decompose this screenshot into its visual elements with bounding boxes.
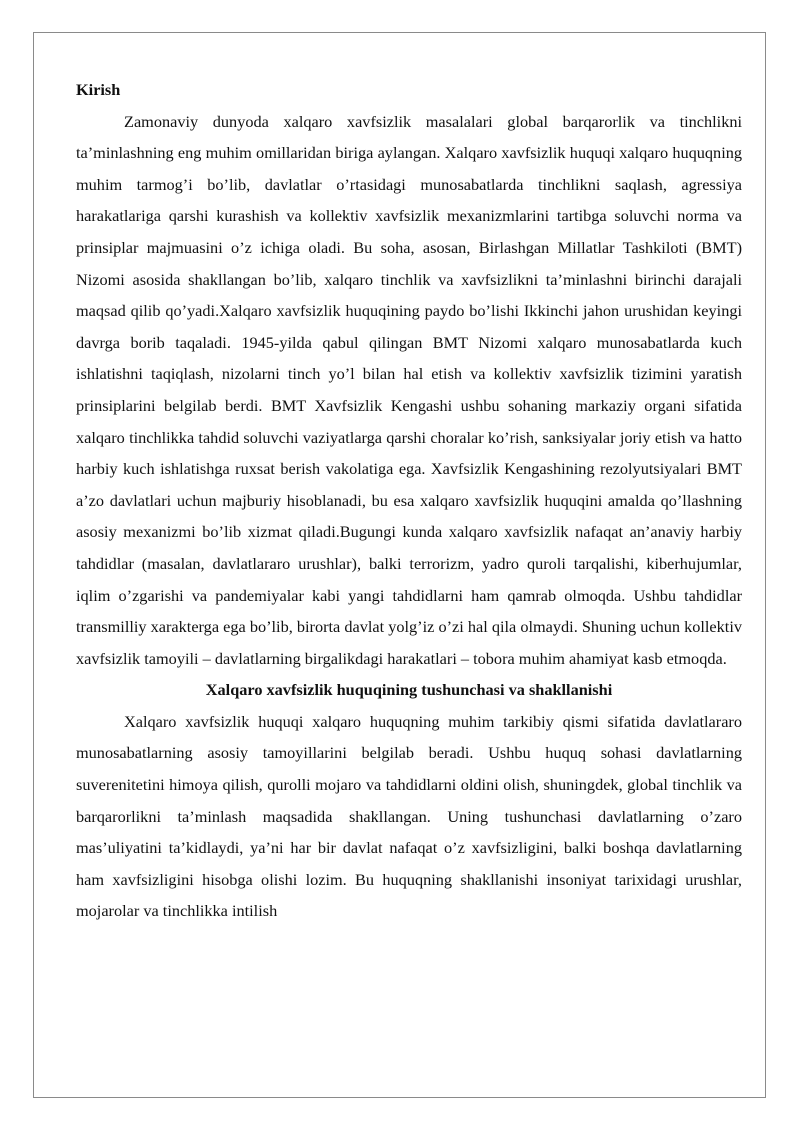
introduction-paragraph: Zamonaviy dunyoda xalqaro xavfsizlik masalalari global barqarorlik va tinchlikni ta’minlashning eng muhim omillaridan biriga aylangan. Xalqaro xavfsizlik huquqi xalqaro huquqning muhim tarmog’i bo’lib, davlatlar o’rtasidagi munosabatlarda tinchlikni saqlash, agressiya harakatlariga qarshi kurashish va kollektiv xavfsizlik mexanizmlarini tartibga soluvchi norma va prinsiplar majmuasini o’z ichiga oladi. Bu soha, asosan, Birlashgan Millatlar Tashkiloti (BMT) Nizomi asosida shakllangan bo’lib, xalqaro tinchlik va xavfsizlikni ta’minlashni birinchi darajali maqsad qilib qo’yadi.Xalqaro xavfsizlik huquqining paydo bo’lishi Ikkinchi jahon urushidan keyingi davrga borib taqaladi. 1945-yilda qabul qilingan BMT Nizomi xalqaro munosabatlarda kuch ishlatishni taqiqlash, nizolarni tinch yo’l bilan hal etish va kollektiv xavfsizlik tizimini yaratish prinsiplarini belgilab berdi. BMT Xavfsizlik Kengashi ushbu sohaning markaziy organi sifatida xalqaro tinchlikka tahdid soluvchi vaziyatlarga qarshi choralar ko’rish, sanksiyalar joriy etish va hatto harbiy kuch ishlatishga ruxsat berish vakolatiga ega. Xavfsizlik Kengashining rezolyutsiyalari BMT a’zo davlatlari uchun majburiy hisoblanadi, bu esa xalqaro xavfsizlik huquqini amalda qo’llashning asosiy mexanizmi bo’lib xizmat qiladi.Bugungi kunda xalqaro xavfsizlik nafaqat an’anaviy harbiy tahdidlar (masalan, davlatlararo urushlar), balki terrorizm, yadro quroli tarqalishi, kiberhujumlar, iqlim o’zgarishi va pandemiyalar kabi yangi tahdidlarni ham qamrab olmoqda. Ushbu tahdidlar transmilliy xarakterga ega bo’lib, birorta davlat yolg’iz o’zi hal qila olmaydi. Shuning uchun kollektiv xavfsizlik tamoyili – davlatlarning birgalikdagi harakatlari – tobora muhim ahamiyat kasb etmoqda.	[76, 111, 742, 668]
section-heading-introduction: Kirish	[76, 80, 121, 99]
section-heading-concept: Xalqaro xavfsizlik huquqining tushunchasi va shakllanishi	[205, 680, 613, 700]
document-body	[76, 74, 742, 927]
concept-paragraph: Xalqaro xavfsizlik huquqi xalqaro huquqning muhim tarkibiy qismi sifatida davlatlararo munosabatlarning asosiy tamoyillarini belgilab beradi. Ushbu huquq sohasi davlatlarning suverenitetini himoya qilish, qurolli mojaro va tahdidlarni oldini olish, shuningdek, global tinchlik va barqarorlikni ta’minlash maqsadida shakllangan. Uning tushunchasi davlatlarning o’zaro mas’uliyatini ta’kidlaydi, ya’ni har bir davlat nafaqat o’z xavfsizligini, balki boshqa davlatlarning ham xavfsizligini hisobga olishi lozim. Bu huquqning shakllanishi insoniyat tarixidagi urushlar, mojarolar va tinchlikka intilish	[76, 711, 742, 921]
